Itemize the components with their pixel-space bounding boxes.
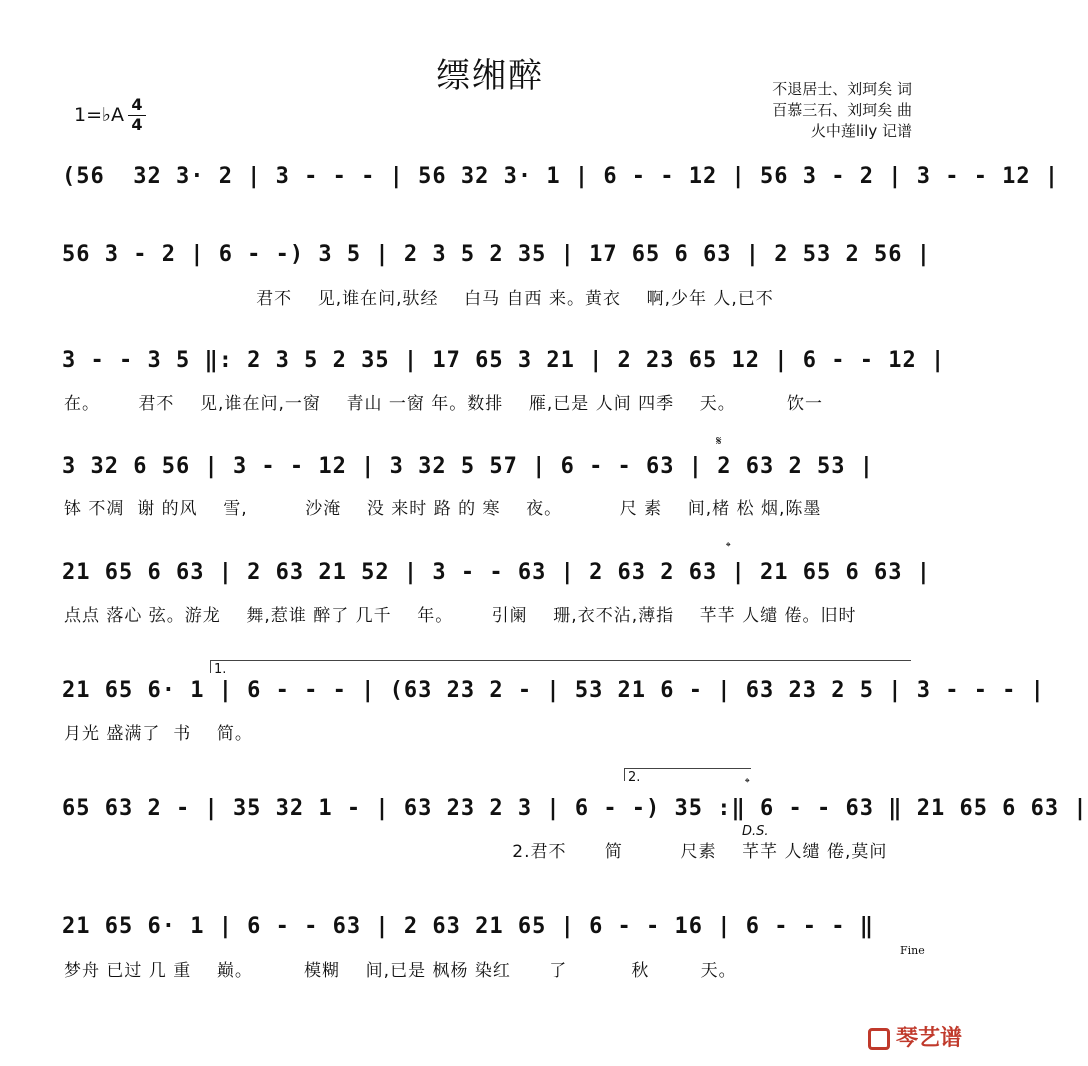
volta-2-label: 2.	[628, 770, 641, 785]
lyricist-credit: 不退居士、刘珂矣 词	[772, 80, 912, 98]
lyrics-row-3: 在。 君不 见,谁在问,一窗 青山 一窗 年。数排 雁,已是 人间 四季 天。 饮一	[64, 394, 823, 414]
key-signature: 1=♭A	[74, 104, 124, 126]
notation-row-6: 21 65 6· 1 | 6 - - - | (63 23 2 - | 53 21 6 - | 63 23 2 5 | 3 - - - |	[62, 678, 1045, 703]
volta-2-bracket	[624, 768, 751, 781]
site-logo	[868, 1021, 962, 1052]
lyrics-row-4: 钵 不凋 谢 的风 雪, 沙淹 没 来时 路 的 寒 夜。 尺 素 间,楮 松 烟,陈墨	[64, 499, 822, 519]
segno-mark: 𝄋	[716, 434, 722, 449]
notation-row-3: 3 - - 3 5 ‖: 2 3 5 2 35 | 17 65 3 21 | 2 23 65 12 | 6 - - 12 |	[62, 348, 946, 373]
lyrics-row-8: 梦舟 已过 几 重 巅。 模糊 间,已是 枫杨 染红 了 秋 天。	[64, 961, 737, 981]
lyrics-row-5: 点点 落心 弦。游龙 舞,惹谁 醉了 几千 年。 引阑 珊,衣不沾,薄指 芊芊 人缱 倦。旧时	[64, 606, 857, 626]
logo-icon	[868, 1028, 890, 1050]
coda-mark-1: 𝄌	[726, 540, 731, 555]
composer-credit: 百慕三石、刘珂矣 曲	[772, 101, 912, 119]
notation-row-7: 65 63 2 - | 35 32 1 - | 63 23 2 3 | 6 - -) 35 :‖ 6 - - 63 ‖ 21 65 6 63 |	[62, 796, 1088, 821]
transcriber-credit: 火中莲lily 记谱	[810, 122, 912, 140]
time-signature-numerator: 4	[128, 96, 146, 116]
ds-mark: D.S.	[742, 824, 769, 839]
notation-row-5: 21 65 6 63 | 2 63 21 52 | 3 - - 63 | 2 63 2 63 | 21 65 6 63 |	[62, 560, 931, 585]
lyrics-row-7: 2.君不 简 尺素 芊芊 人缱 倦,莫问	[64, 842, 888, 862]
notation-row-1: (56 32 3· 2 | 3 - - - | 56 32 3· 1 | 6 - - 12 | 56 3 - 2 | 3 - - 12 |	[62, 164, 1060, 189]
logo-text: 琴艺谱	[895, 1026, 962, 1051]
lyrics-row-6: 月光 盛满了 书 简。	[64, 724, 253, 744]
notation-row-8: 21 65 6· 1 | 6 - - 63 | 2 63 21 65 | 6 - - 16 | 6 - - - ‖	[62, 914, 874, 939]
notation-row-2: 56 3 - 2 | 6 - -) 3 5 | 2 3 5 2 35 | 17 65 6 63 | 2 53 2 56 |	[62, 242, 931, 267]
lyrics-row-2: 君不 见,谁在问,驮经 白马 自西 来。黄衣 啊,少年 人,已不	[64, 289, 774, 309]
time-signature-denominator: 4	[131, 115, 143, 134]
volta-1-label: 1.	[214, 662, 227, 677]
page-title: 缥缃醉	[436, 56, 544, 96]
coda-mark-2: 𝄌	[745, 776, 750, 791]
fine-mark: Fine	[900, 944, 925, 957]
volta-1-bracket	[210, 660, 911, 673]
notation-row-4: 3 32 6 56 | 3 - - 12 | 3 32 5 57 | 6 - - 63 | 2 63 2 53 |	[62, 454, 874, 479]
time-signature	[128, 96, 146, 134]
